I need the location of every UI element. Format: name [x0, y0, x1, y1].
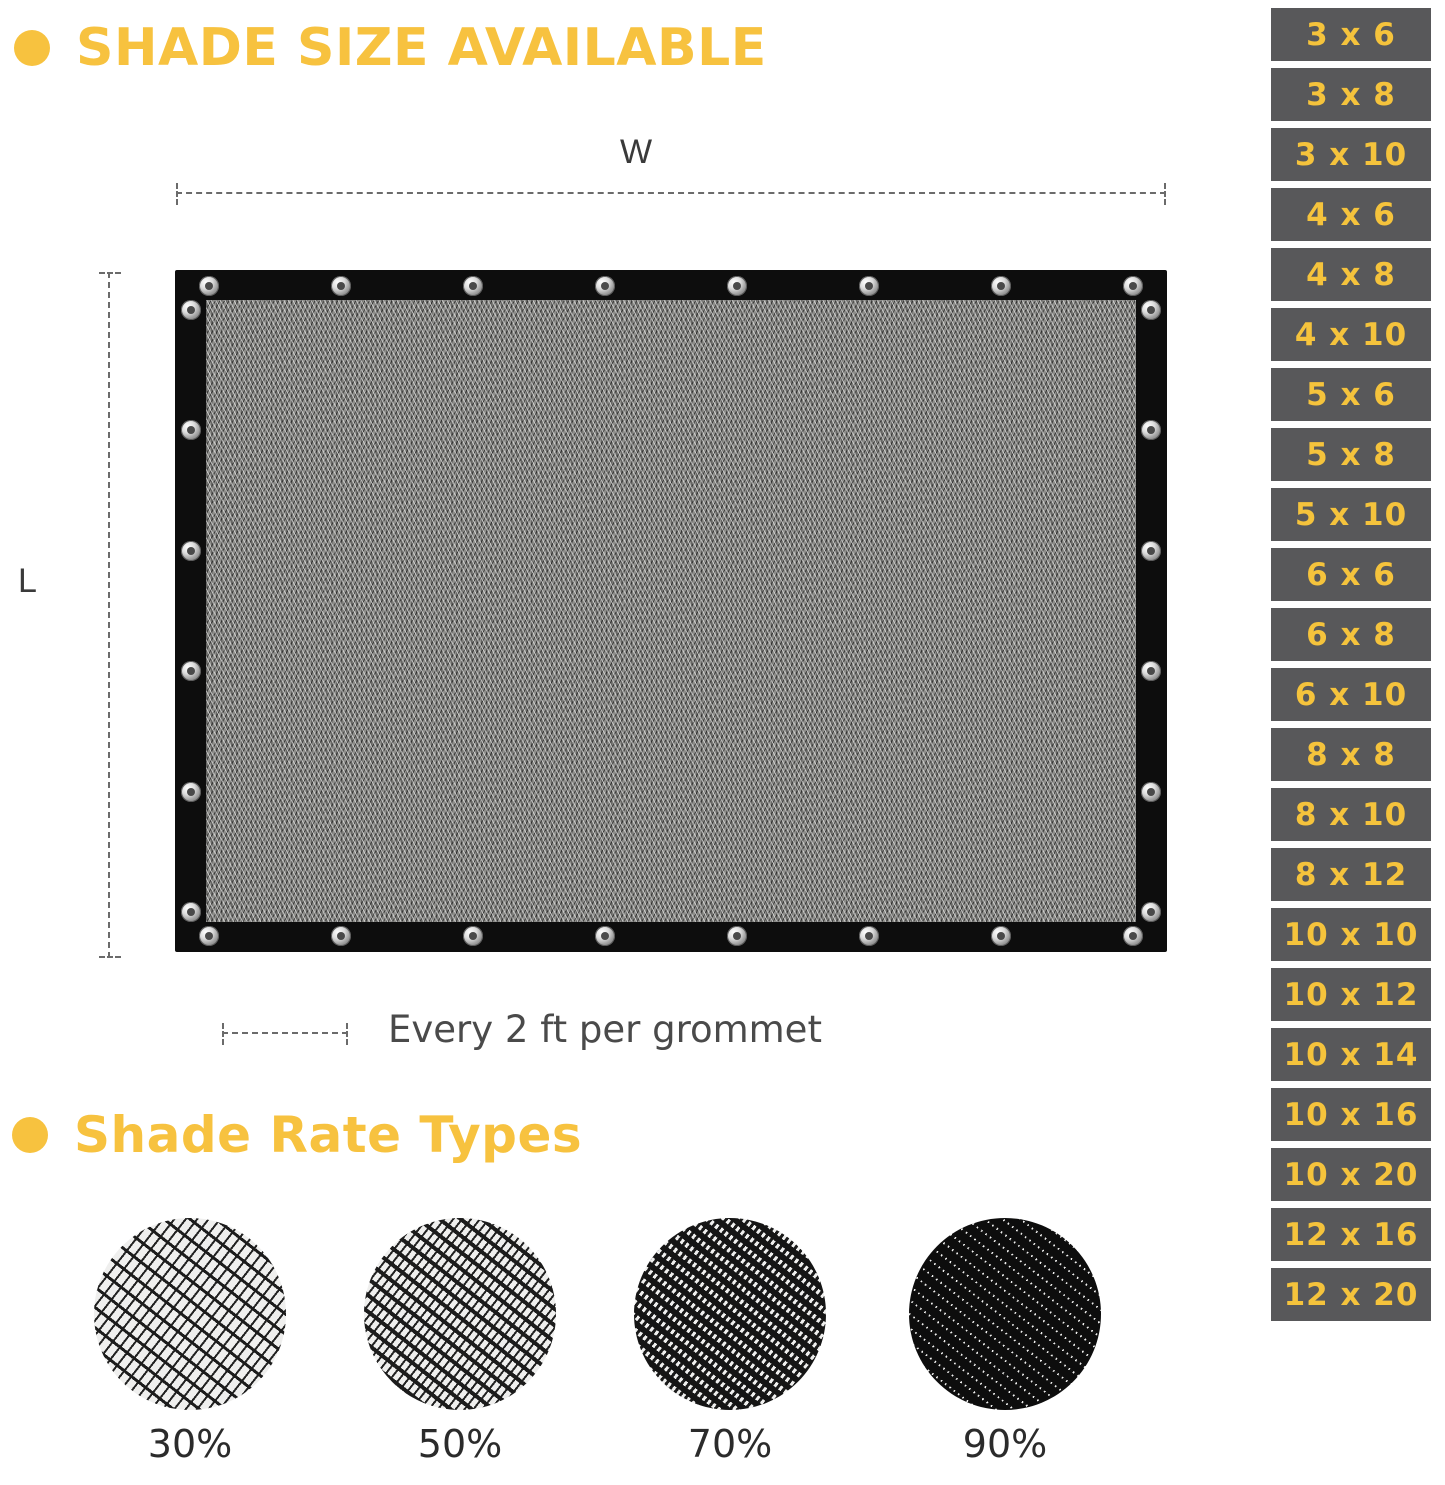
grommet-icon [331, 926, 351, 946]
shade-rate-label: 90% [962, 1422, 1048, 1466]
grommet-icon [727, 926, 747, 946]
shade-rate-swatch [364, 1218, 556, 1410]
grommet-icon [727, 276, 747, 296]
grommet-icon [859, 926, 879, 946]
shade-rate-swatch [909, 1218, 1101, 1410]
size-chip[interactable]: 12 x 20 [1271, 1268, 1431, 1321]
bullet-icon [12, 1117, 48, 1153]
bullet-icon [14, 30, 50, 66]
grommet-icon [199, 926, 219, 946]
size-chip[interactable]: 3 x 8 [1271, 68, 1431, 121]
grommet-icon [1141, 420, 1161, 440]
grommet-icon [1123, 926, 1143, 946]
grommet-icon [181, 541, 201, 561]
length-dimension-cap-top [99, 272, 121, 274]
grommet-icon [1141, 300, 1161, 320]
size-chip[interactable]: 5 x 10 [1271, 488, 1431, 541]
shade-rate-swatch [94, 1218, 286, 1410]
size-chip[interactable]: 6 x 10 [1271, 668, 1431, 721]
grommet-icon [463, 926, 483, 946]
grommet-icon [181, 420, 201, 440]
size-chip[interactable]: 8 x 12 [1271, 848, 1431, 901]
length-label: L [18, 562, 37, 600]
cloth-mesh-fabric [206, 300, 1136, 922]
length-dimension-line [108, 272, 112, 958]
shade-rate-label: 30% [147, 1422, 233, 1466]
width-label: W [620, 133, 653, 171]
grommet-icon [181, 661, 201, 681]
size-chip[interactable]: 3 x 6 [1271, 8, 1431, 61]
size-chip[interactable]: 4 x 10 [1271, 308, 1431, 361]
width-dimension-line [176, 192, 1166, 196]
grommet-icon [463, 276, 483, 296]
shade-cloth-diagram [175, 270, 1167, 952]
shade-rate-item [360, 1218, 560, 1466]
section-title-shade-rate: Shade Rate Types [74, 1106, 583, 1164]
grommet-icon [595, 276, 615, 296]
grommet-icon [1141, 902, 1161, 922]
section-title-shade-size: SHADE SIZE AVAILABLE [76, 18, 767, 78]
size-chip[interactable]: 8 x 10 [1271, 788, 1431, 841]
grommet-icon [181, 300, 201, 320]
size-chip[interactable]: 4 x 8 [1271, 248, 1431, 301]
grommet-icon [991, 926, 1011, 946]
grommet-icon [991, 276, 1011, 296]
grommet-icon [181, 782, 201, 802]
size-chip[interactable]: 4 x 6 [1271, 188, 1431, 241]
grommet-icon [1141, 661, 1161, 681]
grommet-icon [199, 276, 219, 296]
grommet-icon [1141, 541, 1161, 561]
shade-rate-label: 70% [687, 1422, 773, 1466]
size-chip[interactable]: 10 x 20 [1271, 1148, 1431, 1201]
size-chip[interactable]: 6 x 8 [1271, 608, 1431, 661]
size-chip[interactable]: 10 x 12 [1271, 968, 1431, 1021]
width-dimension-cap-right [1164, 183, 1166, 205]
grommet-spacing-cap-right [346, 1023, 348, 1045]
shade-rate-item [630, 1218, 830, 1466]
size-chip[interactable]: 3 x 10 [1271, 128, 1431, 181]
grommet-icon [1141, 782, 1161, 802]
section-heading-shade-rate [12, 1106, 583, 1164]
shade-rate-swatch [634, 1218, 826, 1410]
size-chip[interactable]: 5 x 6 [1271, 368, 1431, 421]
grommet-icon [181, 902, 201, 922]
size-chip-list [1271, 8, 1431, 1321]
length-dimension-cap-bottom [99, 956, 121, 958]
grommet-spacing-cap-left [222, 1023, 224, 1045]
grommet-icon [1123, 276, 1143, 296]
grommet-icon [331, 276, 351, 296]
shade-rate-list [60, 1218, 1190, 1468]
shade-rate-item [905, 1218, 1105, 1466]
size-chip[interactable]: 8 x 8 [1271, 728, 1431, 781]
size-chip[interactable]: 10 x 16 [1271, 1088, 1431, 1141]
grommet-icon [859, 276, 879, 296]
size-chip[interactable]: 10 x 10 [1271, 908, 1431, 961]
section-heading-shade-size [14, 18, 767, 78]
size-chip[interactable]: 6 x 6 [1271, 548, 1431, 601]
size-chip[interactable]: 10 x 14 [1271, 1028, 1431, 1081]
size-chip[interactable]: 12 x 16 [1271, 1208, 1431, 1261]
grommet-spacing-dimension-line [222, 1032, 348, 1036]
width-dimension-cap-left [176, 183, 178, 205]
grommet-icon [595, 926, 615, 946]
grommet-spacing-note: Every 2 ft per grommet [388, 1008, 822, 1051]
size-chip[interactable]: 5 x 8 [1271, 428, 1431, 481]
shade-rate-item [90, 1218, 290, 1466]
shade-rate-label: 50% [417, 1422, 503, 1466]
